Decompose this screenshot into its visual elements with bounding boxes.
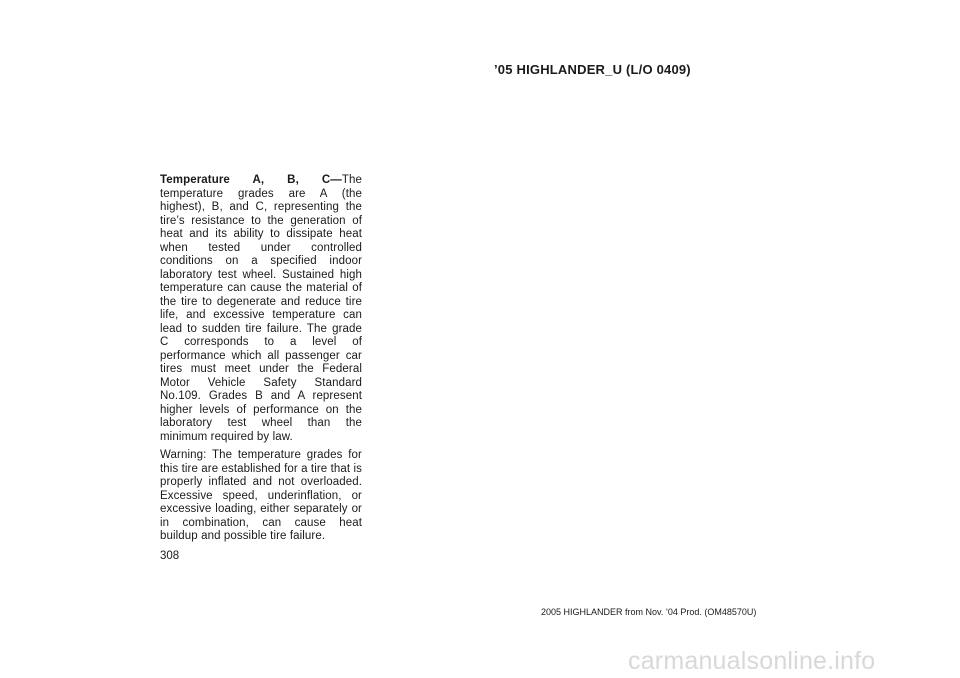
text-column (160, 174, 362, 549)
paragraph-warning: Warning: The temperature grades for this tire are established for a tire that is properly inflated and not overloaded. Excessive speed, underinflation, or excessive loading, either separately or in combination, can cause heat buildup and possible tire failure. (160, 449, 362, 542)
document-footer: 2005 HIGHLANDER from Nov. ’04 Prod. (OM48570U) (541, 607, 757, 617)
page-number: 308 (160, 550, 180, 562)
paragraph-temperature-grades (160, 174, 362, 444)
paragraph-lead-heading: Temperature A, B, C— (160, 174, 342, 186)
watermark-logo: carmanualsonline.info (628, 647, 876, 675)
paragraph-body-text: The temperature grades are A (the highest), B, and C, representing the tire’s resistance to the generation of heat and its ability to dissipate heat when tested under controlled conditions on a specified indoor laboratory test wheel. Sustained high temperature can cause the material of the tire to degenerate and reduce tire life, and excessive temperature can lead to sudden tire failure. The grade C corresponds to a level of performance which all passenger car tires must meet under the Federal Motor Vehicle Safety Standard No.109. Grades B and A represent higher levels of performance on the laboratory test wheel than the minimum required by law. (160, 174, 362, 443)
document-header: ’05 HIGHLANDER_U (L/O 0409) (494, 62, 691, 77)
